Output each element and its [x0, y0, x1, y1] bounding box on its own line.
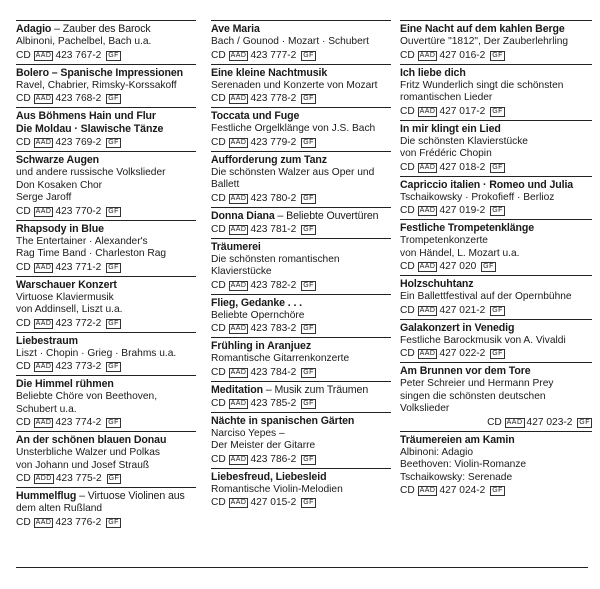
catalog-number: 423 770-2 — [55, 205, 102, 217]
entry-title — [16, 279, 196, 292]
catalog-number-line — [211, 397, 391, 410]
catalog-entry — [211, 107, 391, 151]
cd-label: CD — [211, 49, 226, 61]
entry-title — [16, 335, 196, 348]
recording-code-box: AAD — [230, 95, 247, 102]
catalog-number-line — [16, 136, 196, 149]
entry-title — [16, 110, 196, 123]
entry-description-line: Festliche Orgelklänge von J.S. Bach — [211, 123, 376, 134]
catalog-entry — [211, 412, 391, 468]
entry-description-line: singen die schönsten deutschen — [400, 390, 546, 402]
entry-title — [211, 384, 391, 397]
cd-label: CD — [211, 453, 226, 465]
cd-label: CD — [211, 93, 226, 104]
catalog-entry — [16, 375, 196, 431]
entry-title-text: Donna Diana — [211, 209, 275, 222]
catalog-entry — [16, 64, 196, 108]
catalog-number-line — [400, 416, 592, 429]
entry-title — [400, 278, 592, 291]
gf-badge: GF — [483, 263, 494, 270]
entry-description-line: von Frédéric Chopin — [400, 148, 492, 159]
entry-title — [211, 210, 391, 223]
catalog-entry — [16, 276, 196, 332]
entry-description-line: The Entertainer · Alexander's — [16, 235, 148, 247]
entry-description-line: Liszt · Chopin · Grieg · Brahms u.a. — [16, 347, 177, 359]
catalog-number: 423 781-2 — [250, 223, 297, 235]
catalog-number-line — [211, 192, 391, 205]
entry-title-text: Liebesfreud, Liebesleid — [211, 470, 327, 483]
gf-badge: GF — [303, 95, 314, 102]
catalog-number-line — [16, 416, 196, 429]
catalog-number-line — [211, 49, 391, 62]
entry-description-line: Romantische Violin-Melodien — [211, 483, 343, 495]
cd-label: CD — [211, 366, 226, 378]
recording-code-box: AAD — [35, 207, 52, 215]
recording-code-box: AAD — [230, 325, 247, 332]
entry-description-line: Beliebte Opernchöre — [211, 309, 305, 321]
catalog-number-line — [400, 204, 592, 217]
catalog-number-line — [211, 136, 391, 149]
bottom-rule — [16, 567, 588, 568]
entry-title — [211, 340, 391, 353]
catalog-number-line — [211, 453, 391, 466]
catalog-entry — [16, 431, 196, 487]
catalog-number: 423 780-2 — [250, 192, 297, 204]
recording-code-box: AAD — [35, 319, 52, 327]
recording-code-box: AAD — [419, 107, 436, 115]
gf-badge: GF — [492, 163, 503, 171]
catalog-entry — [16, 151, 196, 220]
recording-code-box: AAD — [419, 51, 436, 59]
entry-title-text: Festliche Trompetenklänge — [400, 222, 535, 234]
entry-title-text: In mir klingt ein Lied — [400, 122, 501, 135]
catalog-entry — [400, 431, 592, 500]
catalog-entry — [211, 337, 391, 381]
catalog-entry — [211, 207, 391, 238]
entry-title-text: Frühling in Aranjuez — [211, 340, 312, 352]
entry-description-line: Beethoven: Violin-Romanze — [400, 459, 527, 470]
cd-label: CD — [400, 161, 415, 173]
entry-subtitle: – Virtuose Violinen aus — [79, 490, 185, 502]
cd-label: CD — [400, 205, 415, 216]
catalog-number: 423 779-2 — [250, 136, 297, 148]
cd-label: CD — [211, 323, 226, 334]
entry-subtitle: – Musik zum Träumen — [265, 383, 369, 396]
catalog-number-line — [211, 322, 391, 335]
catalog-number: 423 767-2 — [55, 49, 102, 61]
catalog-number-line — [400, 304, 592, 317]
entry-title — [400, 434, 592, 447]
cd-label: CD — [16, 361, 31, 372]
entry-title-text: Schwarze Augen — [16, 154, 99, 166]
entry-title — [211, 471, 391, 484]
gf-badge: GF — [579, 418, 590, 426]
catalog-number-line — [211, 279, 391, 292]
recording-code-box: AAD — [230, 138, 247, 146]
catalog-number: 423 772-2 — [55, 317, 102, 329]
recording-code-box: AAD — [230, 399, 247, 407]
entry-title-text: Ich liebe dich — [400, 66, 466, 79]
catalog-entry — [400, 64, 592, 120]
entry-description-line: Bach / Gounod · Mozart · Schubert — [211, 36, 369, 47]
cd-label: CD — [16, 49, 31, 61]
catalog-number-line — [16, 49, 196, 62]
entry-title-text: Aus Böhmens Hain und Flur — [16, 110, 156, 122]
gf-badge: GF — [108, 207, 119, 215]
entry-title — [211, 110, 391, 123]
entry-description-line: Beliebte Chöre von Beethoven, — [16, 391, 158, 402]
cd-label: CD — [16, 137, 31, 148]
cd-label: CD — [487, 416, 502, 428]
cd-label: CD — [16, 93, 31, 104]
gf-badge: GF — [303, 368, 314, 376]
entry-title — [211, 297, 391, 310]
catalog-number: 427 021-2 — [439, 304, 486, 316]
entry-title-text: Träumereien am Kamin — [400, 433, 515, 446]
recording-code-box: AAD — [230, 455, 247, 463]
catalog-number: 427 024-2 — [439, 485, 486, 496]
catalog-entry — [400, 219, 592, 275]
catalog-entry — [211, 468, 391, 512]
entry-description-line: Ouvertüre "1812", Der Zauberlehrling — [400, 36, 569, 47]
entry-description-line: Tschaikowsky · Prokofieff · Berlioz — [400, 191, 555, 203]
gf-badge: GF — [303, 399, 314, 407]
recording-code-box: AAD — [35, 363, 52, 370]
recording-code-box: AAD — [230, 51, 247, 59]
catalog-number: 427 019-2 — [439, 205, 486, 216]
cd-label: CD — [211, 279, 226, 291]
entry-title-text: Holzschuhtanz — [400, 278, 474, 290]
catalog-column-3 — [400, 20, 592, 499]
entry-title — [211, 415, 391, 428]
catalog-entry — [16, 487, 196, 531]
cd-label: CD — [16, 317, 31, 329]
entry-title — [400, 23, 592, 36]
entry-title — [16, 23, 196, 36]
catalog-number: 427 015-2 — [250, 497, 297, 508]
entry-description-line: Albinoni, Pachelbel, Bach u.a. — [16, 36, 152, 47]
entry-title-text: Toccata und Fuge — [211, 110, 300, 122]
catalog-number-line — [400, 484, 592, 497]
gf-badge: GF — [108, 319, 119, 327]
entry-subtitle: – Beliebte Ouvertüren — [277, 209, 379, 222]
catalog-number: 423 784-2 — [250, 366, 297, 378]
entry-description-line: und andere russische Volkslieder — [16, 167, 166, 178]
entry-title — [16, 378, 196, 391]
entry-description-line: Rag Time Band · Charleston Rag — [16, 248, 167, 259]
catalog-entry — [400, 362, 592, 431]
cd-label: CD — [211, 136, 226, 148]
entry-description-line: von Händel, L. Mozart u.a. — [400, 247, 520, 259]
entry-title — [16, 223, 196, 236]
catalog-number-line — [400, 105, 592, 118]
entry-title — [16, 434, 196, 447]
catalog-entry — [400, 275, 592, 319]
entry-title — [211, 67, 391, 80]
entry-title-text: Warschauer Konzert — [16, 278, 117, 291]
catalog-entry — [211, 64, 391, 108]
catalog-number: 427 017-2 — [439, 105, 486, 117]
recording-code-box: AAD — [230, 225, 247, 233]
catalog-number-line — [211, 496, 391, 509]
recording-code-box: AAD — [230, 368, 247, 376]
entry-title — [16, 490, 196, 503]
gf-badge: GF — [108, 363, 119, 370]
gf-badge: GF — [108, 518, 119, 526]
cd-label: CD — [400, 348, 415, 359]
entry-description-line: Serge Jaroff — [16, 192, 72, 203]
cd-label: CD — [400, 304, 415, 316]
recording-code-box: AAD — [230, 281, 247, 289]
catalog-number: 423 773-2 — [55, 361, 102, 372]
cd-label: CD — [16, 516, 31, 528]
entry-description-line: Ravel, Chabrier, Rimsky-Korssakoff — [16, 79, 177, 91]
gf-badge: GF — [303, 281, 314, 289]
entry-description-line: von Johann und Josef Strauß — [16, 459, 150, 471]
catalog-entry — [211, 20, 391, 64]
cd-label: CD — [400, 485, 415, 496]
entry-title-text: Meditation — [211, 383, 263, 396]
entry-title-text: Am Brunnen vor dem Tore — [400, 365, 531, 377]
entry-description-line: Virtuose Klaviermusik — [16, 291, 114, 303]
entry-title — [211, 154, 391, 167]
entry-description-line: Tschaikowsky: Serenade — [400, 471, 513, 483]
catalog-number: 423 768-2 — [55, 93, 102, 104]
gf-badge: GF — [108, 263, 119, 271]
catalog-number-line — [16, 205, 196, 218]
gf-badge: GF — [492, 306, 503, 314]
catalog-number: 423 777-2 — [250, 49, 297, 61]
entry-title — [400, 222, 592, 235]
cd-label: CD — [16, 205, 31, 217]
entry-title — [211, 241, 391, 254]
recording-code-box: AAD — [506, 418, 523, 426]
entry-description-line: Narciso Yepes – — [211, 427, 285, 439]
entry-title-text: Aufforderung zum Tanz — [211, 153, 327, 166]
cd-label: CD — [16, 261, 31, 273]
catalog-entry — [16, 107, 196, 151]
cd-label: CD — [400, 261, 415, 272]
entry-description-line: Festliche Barockmusik von A. Vivaldi — [400, 334, 566, 346]
entry-title — [400, 365, 592, 378]
recording-code-box: AAD — [35, 139, 52, 146]
catalog-number-line — [16, 472, 196, 485]
gf-badge: GF — [303, 194, 314, 202]
entry-title-text: Rhapsody in Blue — [16, 222, 104, 235]
gf-badge: GF — [492, 487, 503, 494]
catalog-entry — [400, 120, 592, 176]
entry-title-text: Eine Nacht auf dem kahlen Berge — [400, 23, 565, 35]
entry-title-text: An der schönen blauen Donau — [16, 434, 167, 446]
catalog-entry — [16, 220, 196, 276]
recording-code-box: AAD — [35, 419, 52, 426]
entry-description-line: Klavierstücke — [211, 266, 272, 277]
recording-code-box: AAD — [230, 194, 247, 202]
cd-label: CD — [16, 473, 31, 484]
gf-badge: GF — [492, 51, 503, 59]
entry-description-line: Albinoni: Adagio — [400, 446, 474, 458]
entry-title-text: Ave Maria — [211, 23, 260, 35]
catalog-number: 427 023-2 — [526, 416, 573, 428]
entry-description-line: dem alten Rußland — [16, 503, 103, 514]
entry-description-line: Serenaden und Konzerte von Mozart — [211, 79, 378, 91]
entry-description-line: Der Meister der Gitarre — [211, 440, 316, 451]
gf-badge: GF — [492, 207, 503, 214]
entry-title-text: Nächte in spanischen Gärten — [211, 414, 355, 427]
entry-description-line: Unsterbliche Walzer und Polkas — [16, 447, 161, 458]
recording-code-box: AAD — [419, 263, 436, 270]
entry-description-line: romantischen Lieder — [400, 92, 493, 103]
recording-code-box: AAD — [419, 163, 436, 171]
cd-label: CD — [211, 397, 226, 409]
entry-title-text: Adagio — [16, 23, 52, 35]
catalog-entry — [211, 238, 391, 294]
cd-label: CD — [16, 417, 31, 428]
gf-badge: GF — [492, 350, 503, 357]
entry-description-line: Fritz Wunderlich singt die schönsten — [400, 79, 564, 91]
entry-description-line: Romantische Gitarrenkonzerte — [211, 353, 350, 364]
entry-title-text: Capriccio italien · Romeo und Julia — [400, 178, 574, 191]
catalog-entry — [400, 176, 592, 220]
gf-badge: GF — [303, 455, 314, 463]
entry-title-text: Eine kleine Nachtmusik — [211, 66, 328, 79]
catalog-number-line — [16, 92, 196, 105]
entry-title — [400, 322, 592, 335]
entry-description-line: Ein Ballettfestival auf der Opernbühne — [400, 291, 572, 302]
recording-code-box: AAD — [419, 487, 436, 494]
catalog-number-line — [211, 366, 391, 379]
recording-code-box: AAD — [35, 51, 52, 59]
catalog-number: 427 018-2 — [439, 161, 486, 173]
gf-badge: GF — [303, 51, 314, 59]
entry-title-text: Flieg, Gedanke . . . — [211, 296, 303, 309]
catalog-number: 423 778-2 — [250, 93, 297, 104]
catalog-number: 423 776-2 — [55, 516, 102, 528]
cd-label: CD — [211, 223, 226, 235]
catalog-number: 427 020 — [439, 261, 477, 272]
entry-description-line: Don Kosaken Chor — [16, 179, 103, 191]
entry-description-line: Ballett — [211, 179, 240, 190]
gf-badge: GF — [108, 475, 120, 482]
entry-title-text: Liebestraum — [16, 334, 78, 347]
catalog-number-line — [16, 516, 196, 529]
entry-description-line: von Addinsell, Liszt u.a. — [16, 304, 123, 315]
cd-label: CD — [211, 192, 226, 204]
catalog-entry — [16, 332, 196, 376]
gf-badge: GF — [108, 419, 119, 426]
cd-label: CD — [211, 497, 226, 508]
entry-description-line: Die schönsten romantischen — [211, 253, 340, 265]
recording-code-box: AAD — [230, 499, 247, 506]
catalog-number-line — [400, 347, 592, 360]
entry-title-line-2: Die Moldau · Slawische Tänze — [16, 123, 164, 135]
catalog-number-line — [400, 260, 592, 273]
catalog-number-line — [400, 49, 592, 62]
catalog-entry — [400, 319, 592, 363]
catalog-number-line — [16, 360, 196, 373]
gf-badge: GF — [303, 325, 314, 332]
catalog-number: 423 786-2 — [250, 453, 297, 465]
entry-title-text: Die Himmel rühmen — [16, 378, 114, 390]
entry-title — [16, 154, 196, 167]
cd-label: CD — [400, 105, 415, 117]
catalog-number: 423 771-2 — [55, 261, 102, 273]
catalog-entry — [211, 294, 391, 338]
entry-title-text: Hummelflug — [16, 490, 77, 502]
entry-title — [400, 123, 592, 136]
entry-title-text: Galakonzert in Venedig — [400, 321, 515, 334]
catalog-page — [16, 20, 588, 565]
entry-description-line: Schubert u.a. — [16, 403, 77, 415]
entry-description-line: Die schönsten Klavierstücke — [400, 135, 528, 147]
gf-badge: GF — [108, 95, 119, 102]
catalog-number: 423 769-2 — [55, 137, 102, 148]
gf-badge: GF — [303, 138, 314, 146]
catalog-column-2 — [211, 20, 391, 511]
catalog-number-line — [16, 261, 196, 274]
catalog-number-line — [211, 92, 391, 105]
entry-title — [400, 67, 592, 80]
entry-description-line: Peter Schreier und Hermann Prey — [400, 378, 554, 389]
catalog-entry — [211, 151, 391, 207]
catalog-number: 423 774-2 — [55, 417, 102, 428]
entry-title — [400, 179, 592, 192]
recording-code-box: AAD — [419, 306, 436, 314]
recording-code-box: AAD — [419, 350, 436, 357]
entry-title-text: Bolero – Spanische Impressionen — [16, 66, 184, 79]
recording-code-box: AAD — [419, 207, 436, 214]
recording-code-box: AAD — [35, 263, 52, 271]
entry-description-line: Die schönsten Walzer aus Oper und — [211, 166, 375, 178]
gf-badge: GF — [108, 51, 119, 59]
recording-code-box: AAD — [35, 518, 52, 526]
gf-badge: GF — [303, 499, 314, 506]
recording-code-box: ADD — [35, 475, 52, 482]
entry-title — [16, 67, 196, 80]
catalog-column-1 — [16, 20, 196, 531]
gf-badge: GF — [492, 107, 503, 115]
catalog-number-line — [16, 317, 196, 330]
catalog-number: 423 782-2 — [250, 279, 297, 291]
catalog-entry — [400, 20, 592, 64]
catalog-number: 427 022-2 — [439, 348, 486, 359]
catalog-entry — [211, 381, 391, 412]
entry-description-line: Volkslieder — [400, 403, 450, 414]
catalog-entry — [16, 20, 196, 64]
catalog-number: 427 016-2 — [439, 49, 486, 61]
catalog-number: 423 775-2 — [55, 473, 102, 484]
entry-title-text: Träumerei — [211, 240, 261, 253]
catalog-number: 423 783-2 — [250, 323, 297, 334]
entry-title — [211, 23, 391, 36]
gf-badge: GF — [303, 225, 314, 233]
entry-subtitle: – Zauber des Barock — [54, 23, 151, 35]
catalog-number-line — [211, 223, 391, 236]
catalog-number-line — [400, 161, 592, 174]
catalog-number: 423 785-2 — [250, 397, 297, 409]
recording-code-box: AAD — [35, 95, 52, 102]
cd-label: CD — [400, 49, 415, 61]
gf-badge: GF — [108, 139, 119, 146]
entry-description-line: Trompetenkonzerte — [400, 235, 488, 246]
